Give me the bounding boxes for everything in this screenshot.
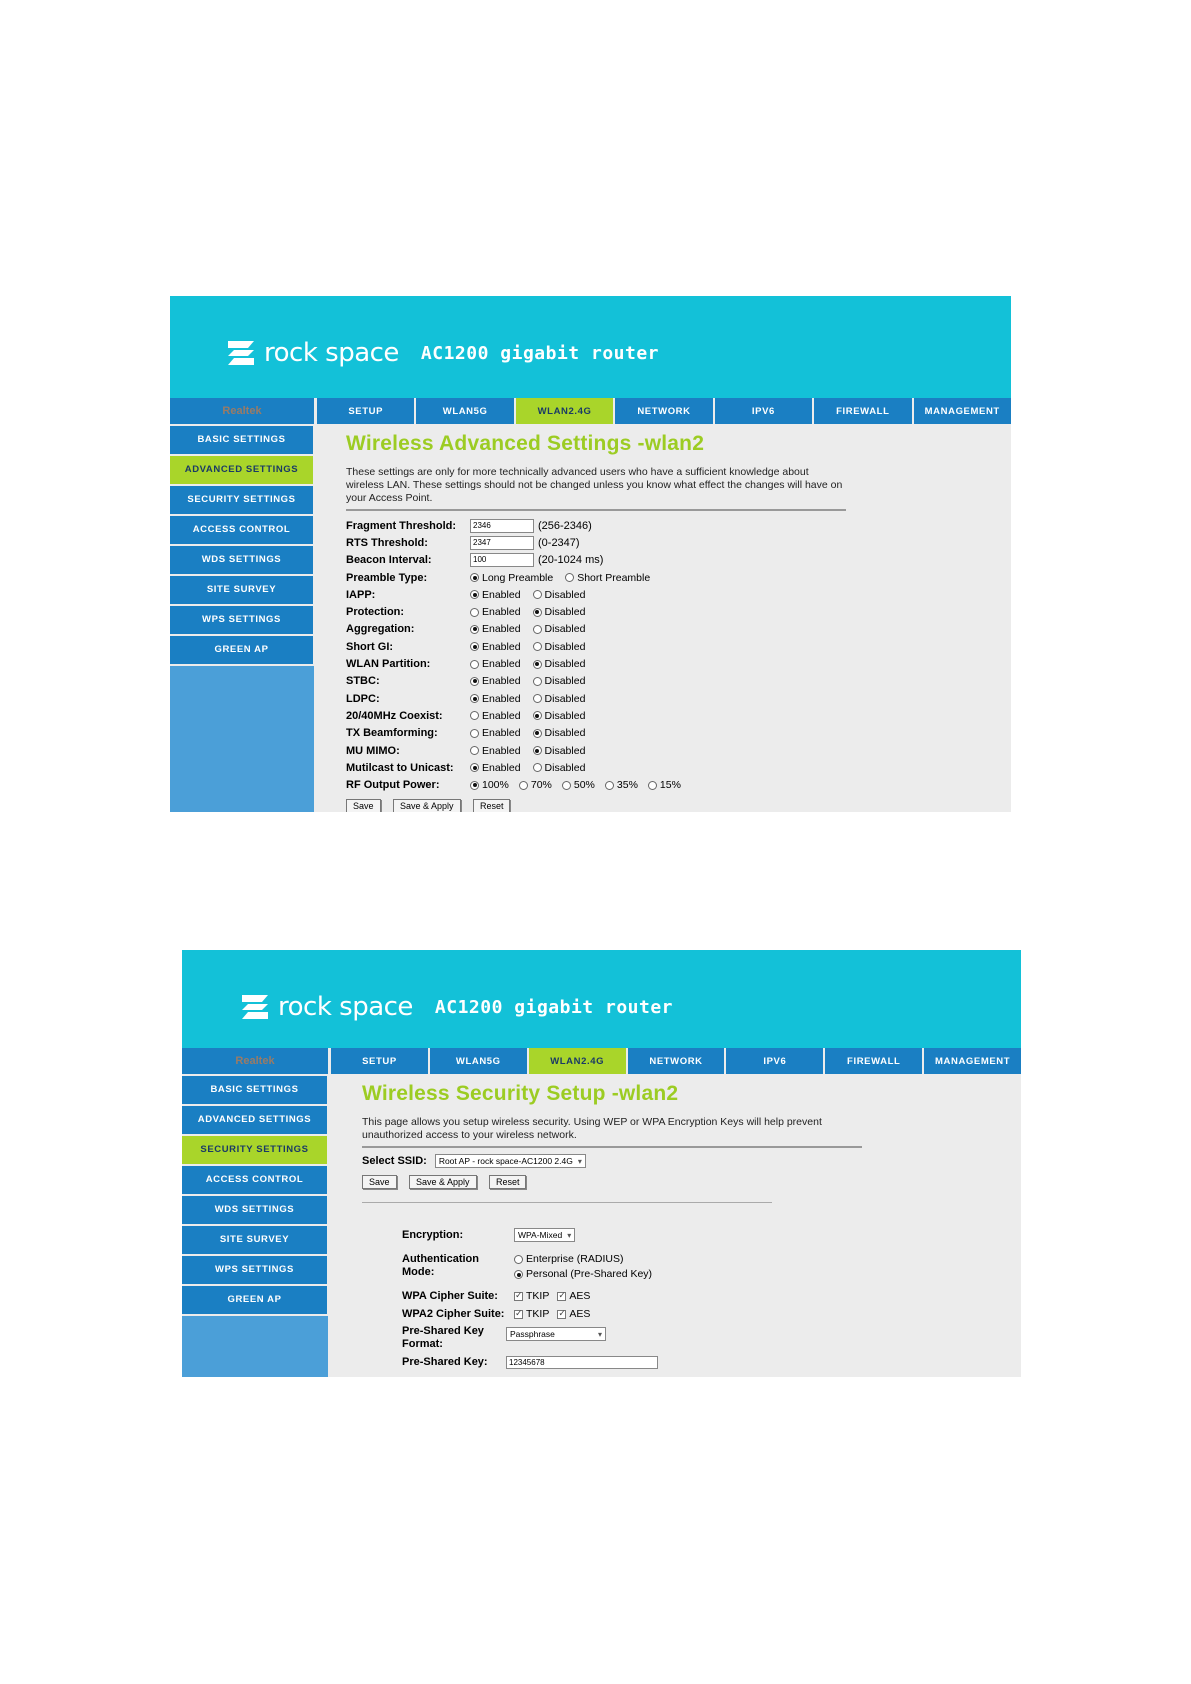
option-label: Enabled [482,675,521,688]
radio-icon [533,590,542,599]
field-label: Fragment Threshold: [346,519,457,532]
option-label: Enabled [482,692,521,705]
vendor-label: Realtek [182,1048,328,1076]
radio-icon [470,694,479,703]
chevron-down-icon: ▾ [597,1329,602,1339]
radio-settings-list [346,569,1011,794]
radio-icon [470,608,479,617]
setting-label: RF Output Power: [346,779,440,792]
radio-option[interactable] [470,675,521,687]
radio-option[interactable] [533,641,586,653]
brand-logo [238,992,673,1022]
radio-setting-row [346,776,1011,793]
option-label: Disabled [544,744,586,757]
radio-icon [533,711,542,720]
radio-option[interactable] [533,675,586,687]
security-setup-screenshot [182,950,1021,1377]
header-banner [170,296,1011,398]
save-apply-button[interactable]: Save & Apply [393,799,461,812]
reset-button[interactable]: Reset [473,799,511,812]
beacon-interval-input[interactable]: 100 [470,553,534,567]
option-label: Enabled [482,606,521,619]
vendor-label: Realtek [170,398,314,426]
setting-label: Short GI: [346,640,394,653]
wpa2-cipher-row [402,1305,1021,1323]
option-label: Disabled [544,727,586,740]
chevron-down-icon: ▾ [577,1156,582,1166]
sidebar [170,398,314,812]
tab-management[interactable]: MANAGEMENT [922,1048,1021,1074]
option-label: 70% [530,779,552,792]
option-label: Enabled [482,640,521,653]
ssid-value: Root AP - rock space-AC1200 2.4G [438,1156,573,1166]
option-label: Disabled [544,761,586,774]
option-label: TKIP [526,1308,550,1320]
radio-icon [533,729,542,738]
radio-icon [533,608,542,617]
option-label: AES [569,1308,591,1320]
page-title: Wireless Advanced Settings -wlan2 [346,432,705,455]
option-label: Short Preamble [577,571,651,584]
psk-format-select[interactable] [506,1327,606,1341]
action-buttons [346,796,1011,812]
sidebar-item-wps-settings[interactable]: WPS SETTINGS [170,606,314,636]
sidebar-item-wps-settings[interactable]: WPS SETTINGS [182,1256,328,1286]
radio-setting-row [346,638,1011,655]
setting-label: Mutilcast to Unicast: [346,761,454,774]
wpa-aes-checkbox[interactable] [557,1290,590,1302]
setting-label: STBC: [346,675,380,688]
page-description: This page allows you setup wireless security. Using WEP or WPA Encryption Keys will help prevent unauthorized access to your wireless network. [362,1116,862,1148]
field-range: (0-2347) [538,536,580,549]
sidebar-item-security-settings[interactable]: SECURITY SETTINGS [170,486,314,516]
radio-option[interactable] [470,710,521,722]
radio-option[interactable] [470,727,521,739]
option-label: Enabled [482,623,521,636]
sidebar-item-access-control[interactable]: ACCESS CONTROL [182,1166,328,1196]
radio-option[interactable] [470,606,521,618]
radio-icon [470,660,479,669]
header-banner [182,950,1021,1048]
option-label: Disabled [544,692,586,705]
option-label: Disabled [544,675,586,688]
radio-option[interactable] [470,589,521,601]
option-label: Disabled [544,709,586,722]
tab-setup[interactable]: SETUP [329,1048,428,1074]
tab-ipv6[interactable]: IPV6 [713,398,812,424]
radio-icon [533,694,542,703]
option-label: Enabled [482,588,521,601]
ssid-label: Select SSID: [362,1155,427,1167]
sidebar-item-site-survey[interactable]: SITE SURVEY [170,576,314,606]
radio-option[interactable] [533,745,586,757]
radio-option[interactable] [533,658,586,670]
psk-row [402,1353,1021,1371]
radio-icon [519,781,528,790]
option-label: Enterprise (RADIUS) [526,1253,624,1265]
divider [362,1202,772,1203]
radio-option[interactable] [470,762,521,774]
tab-wlan24g[interactable]: WLAN2.4G [527,1048,626,1074]
brand-name: rock space [264,338,399,368]
radio-option[interactable] [533,606,586,618]
encryption-value: WPA-Mixed [518,1230,563,1240]
top-nav [315,398,1011,424]
option-label: 35% [616,779,638,792]
radio-option[interactable] [533,762,586,774]
fragment-threshold-input[interactable]: 2346 [470,519,534,533]
page-title: Wireless Security Setup -wlan2 [362,1082,679,1105]
psk-format-label: Pre-Shared Key Format: [402,1325,484,1350]
checkbox-icon [514,1310,523,1319]
radio-option[interactable] [533,623,586,635]
sidebar-item-wds-settings[interactable]: WDS SETTINGS [170,546,314,576]
auth-enterprise-option[interactable] [514,1253,623,1266]
ssid-select[interactable] [435,1154,586,1168]
radio-icon [470,763,479,772]
fragment-threshold-row [346,517,1011,534]
radio-icon [470,729,479,738]
radio-option[interactable] [470,641,521,653]
radio-option[interactable] [470,658,521,670]
radio-setting-row [346,603,1011,620]
radio-icon [470,677,479,686]
tab-ipv6[interactable]: IPV6 [724,1048,823,1074]
wpa-cipher-label: WPA Cipher Suite: [402,1289,498,1302]
chevron-down-icon: ▾ [567,1230,572,1240]
tab-firewall[interactable]: FIREWALL [823,1048,922,1074]
auth-mode-label: Authentication Mode: [402,1253,479,1278]
radio-icon [470,573,479,582]
encryption-label: Encryption: [402,1228,464,1241]
checkbox-icon [557,1310,566,1319]
option-label: Enabled [482,727,521,740]
radio-option[interactable] [533,727,586,739]
sidebar-item-basic-settings[interactable]: BASIC SETTINGS [182,1076,328,1106]
option-label: TKIP [526,1290,550,1302]
tab-firewall[interactable]: FIREWALL [812,398,911,424]
psk-format-value: Passphrase [510,1329,555,1339]
radio-icon [470,642,479,651]
setting-label: WLAN Partition: [346,658,431,671]
wpa-tkip-checkbox[interactable] [514,1290,549,1302]
wpa-cipher-row [402,1287,1021,1305]
radio-icon [514,1255,523,1264]
radio-icon [533,763,542,772]
radio-setting-row [346,707,1011,724]
radio-icon [514,1270,523,1279]
field-label: RTS Threshold: [346,536,428,549]
radio-option[interactable] [605,779,638,791]
tab-management[interactable]: MANAGEMENT [912,398,1011,424]
option-label: Enabled [482,761,521,774]
top-nav [329,1048,1021,1074]
setting-label: MU MIMO: [346,744,400,757]
radio-icon [533,746,542,755]
option-label: AES [569,1290,591,1302]
brand-name: rock space [278,992,413,1022]
ssid-row [362,1154,1021,1168]
reset-button[interactable]: Reset [489,1175,527,1189]
radio-option[interactable] [519,779,552,791]
sidebar-item-site-survey[interactable]: SITE SURVEY [182,1226,328,1256]
field-range: (256-2346) [538,519,592,532]
main-content [346,432,1011,812]
option-label: Disabled [544,658,586,671]
radio-icon [470,590,479,599]
sidebar [182,1048,328,1377]
setting-label: Protection: [346,606,405,619]
setting-label: LDPC: [346,692,380,705]
radio-icon [562,781,571,790]
auth-personal-option[interactable] [514,1268,652,1281]
radio-setting-row [346,742,1011,759]
tab-wlan5g[interactable]: WLAN5G [414,398,513,424]
option-label: Disabled [544,623,586,636]
radio-setting-row [346,725,1011,742]
main-content [362,1082,1021,1377]
brand-logo [224,338,659,368]
radio-icon [605,781,614,790]
setting-label: Preamble Type: [346,571,428,584]
option-label: 15% [659,779,681,792]
option-label: Disabled [544,588,586,601]
radio-setting-row [346,586,1011,603]
sidebar-item-green-ap[interactable]: GREEN AP [182,1286,328,1316]
action-buttons [362,1172,1021,1190]
encryption-row [402,1223,1021,1247]
rock-space-logo-icon [238,992,272,1022]
radio-icon [565,573,574,582]
radio-option[interactable] [648,779,681,791]
tab-network[interactable]: NETWORK [613,398,712,424]
save-button[interactable]: Save [346,799,381,812]
radio-icon [648,781,657,790]
radio-option[interactable] [533,693,586,705]
radio-icon [533,660,542,669]
checkbox-icon [514,1292,523,1301]
radio-option[interactable] [470,693,521,705]
radio-option[interactable] [470,572,553,584]
wpa2-cipher-label: WPA2 Cipher Suite: [402,1307,505,1320]
tab-wlan5g[interactable]: WLAN5G [428,1048,527,1074]
tab-network[interactable]: NETWORK [626,1048,725,1074]
radio-icon [470,711,479,720]
option-label: Enabled [482,744,521,757]
save-apply-button[interactable]: Save & Apply [409,1175,477,1189]
option-label: Long Preamble [482,571,554,584]
option-label: Enabled [482,709,521,722]
radio-icon [533,677,542,686]
setting-label: IAPP: [346,588,376,601]
auth-mode-options [514,1253,750,1283]
router-model: AC1200 gigabit router [420,342,659,364]
radio-icon [533,642,542,651]
radio-setting-row [346,759,1011,776]
radio-setting-row [346,621,1011,638]
radio-icon [470,746,479,755]
sidebar-item-basic-settings[interactable]: BASIC SETTINGS [170,426,314,456]
sidebar-item-green-ap[interactable]: GREEN AP [170,636,314,666]
radio-option[interactable] [470,745,521,757]
radio-setting-row [346,673,1011,690]
setting-label: 20/40MHz Coexist: [346,709,443,722]
field-range: (20-1024 ms) [538,554,604,567]
sidebar-item-access-control[interactable]: ACCESS CONTROL [170,516,314,546]
radio-setting-row [346,655,1011,672]
rock-space-logo-icon [224,338,258,368]
radio-option[interactable] [470,779,509,791]
option-label: Enabled [482,658,521,671]
checkbox-icon [557,1292,566,1301]
beacon-interval-row [346,552,1011,569]
field-label: Beacon Interval: [346,554,432,567]
psk-input[interactable]: 12345678 [506,1356,658,1369]
radio-setting-row [346,569,1011,586]
option-label: Personal (Pre-Shared Key) [526,1268,653,1280]
radio-option[interactable] [562,779,595,791]
page-description: These settings are only for more technically advanced users who have a sufficient knowledge about wireless LAN. These settings should not be changed unless you know what effect the changes will have on your Access Point. [346,466,846,511]
sidebar-item-advanced-settings[interactable]: ADVANCED SETTINGS [170,456,314,486]
option-label: Disabled [544,640,586,653]
psk-label: Pre-Shared Key: [402,1355,488,1368]
auth-mode-row [402,1253,1021,1283]
rts-threshold-row [346,534,1011,551]
radio-option[interactable] [533,589,586,601]
advanced-settings-screenshot [170,296,1011,812]
psk-format-wrap [506,1325,606,1351]
radio-icon [470,781,479,790]
sidebar-item-security-settings[interactable]: SECURITY SETTINGS [182,1136,328,1166]
radio-icon [470,625,479,634]
option-label: 100% [482,779,509,792]
rts-threshold-input[interactable]: 2347 [470,536,534,550]
option-label: Disabled [544,606,586,619]
psk-format-row [402,1325,1021,1351]
setting-label: TX Beamforming: [346,727,438,740]
tab-setup[interactable]: SETUP [315,398,414,424]
tab-wlan24g[interactable]: WLAN2.4G [514,398,613,424]
radio-option[interactable] [565,572,650,584]
encryption-select[interactable] [514,1228,575,1242]
wpa2-tkip-checkbox[interactable] [514,1308,549,1320]
wpa2-aes-checkbox[interactable] [557,1308,590,1320]
sidebar-item-wds-settings[interactable]: WDS SETTINGS [182,1196,328,1226]
option-label: 50% [573,779,595,792]
radio-option[interactable] [533,710,586,722]
setting-label: Aggregation: [346,623,415,636]
router-model: AC1200 gigabit router [434,996,673,1018]
save-button[interactable]: Save [362,1175,397,1189]
radio-setting-row [346,690,1011,707]
sidebar-item-advanced-settings[interactable]: ADVANCED SETTINGS [182,1106,328,1136]
radio-icon [533,625,542,634]
radio-option[interactable] [470,623,521,635]
